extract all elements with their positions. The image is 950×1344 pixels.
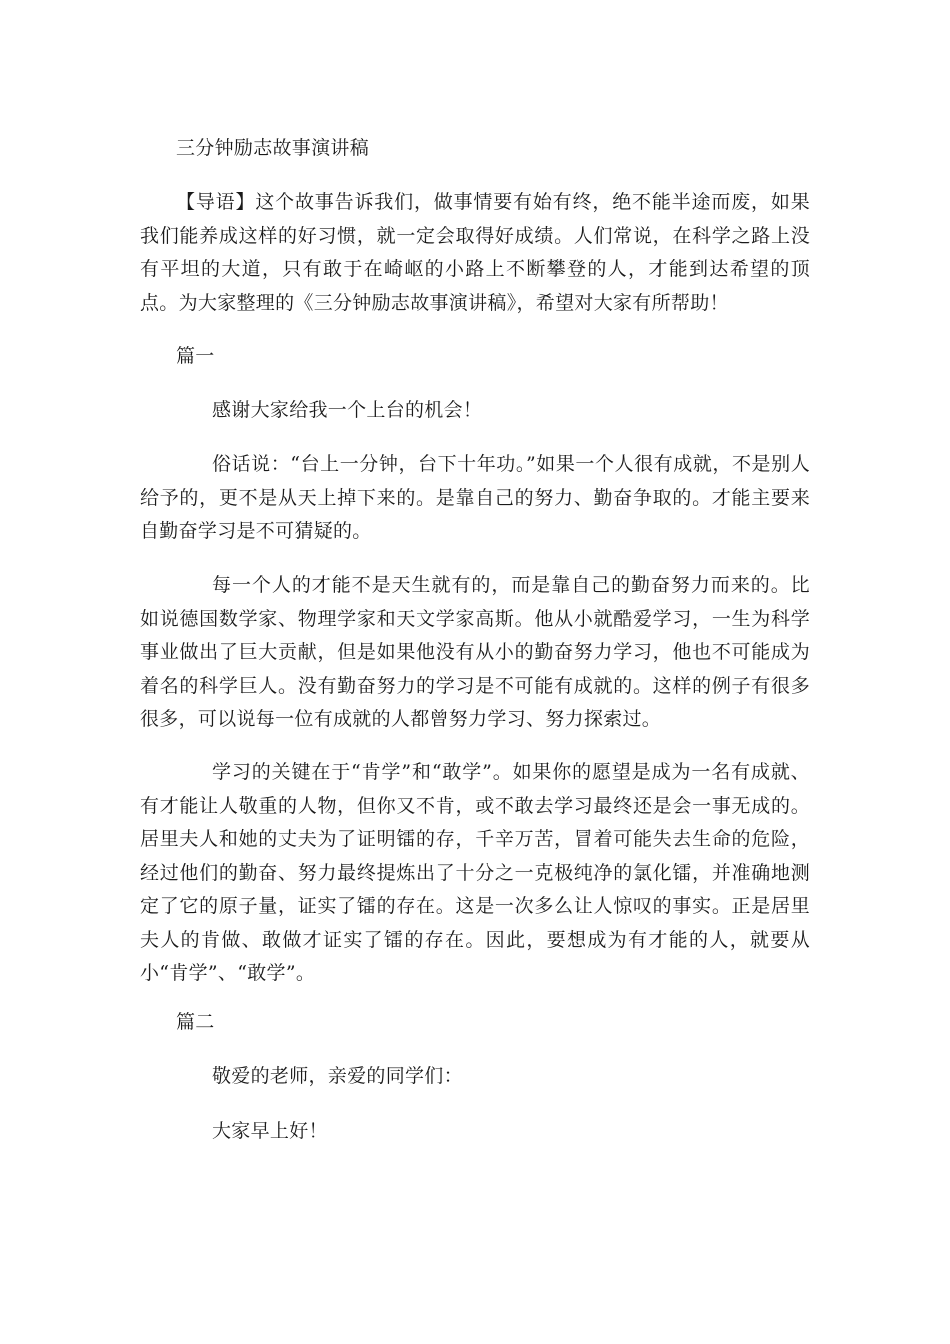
paragraph: 俗话说：“台上一分钟，台下十年功。”如果一个人很有成就，不是别人给予的，更不是从天上掉下来的。是靠自己的努力、勤奋争取的。才能主要来自勤奋学习是不可猜疑的。 (140, 453, 810, 542)
intro-paragraph: 【导语】这个故事告诉我们，做事情要有始有终，绝不能半途而废，如果我们能养成这样的好习惯，就一定会取得好成绩。人们常说，在科学之路上没有平坦的大道，只有敢于在崎岖的小路上不断攀登的人，才能到达希望的顶点。为大家整理的《三分钟励志故事演讲稿》，希望对大家有所帮助！ (140, 191, 810, 314)
paragraph: 敬爱的老师，亲爱的同学们： (212, 1065, 463, 1087)
paragraph: 大家早上好！ (212, 1120, 328, 1142)
document-title: 三分钟励志故事演讲稿 (176, 137, 370, 159)
paragraph: 感谢大家给我一个上台的机会！ (212, 399, 483, 421)
paragraph: 每一个人的才能不是天生就有的，而是靠自己的勤奋努力而来的。比如说德国数学家、物理学家和天文学家高斯。他从小就酷爱学习，一生为科学事业做出了巨大贡献，但是如果他没有从小的勤奋努力学习，他也不可能成为着名的科学巨人。没有勤奋努力的学习是不可能有成就的。这样的例子有很多很多，可以说每一位有成就的人都曾努力学习、努力探索过。 (140, 574, 810, 730)
section-heading-2: 篇二 (176, 1011, 215, 1033)
paragraph: 学习的关键在于“肯学”和“敢学”。如果你的愿望是成为一名有成就、有才能让人敬重的人物，但你又不肯，或不敢去学习最终还是会一事无成的。居里夫人和她的丈夫为了证明镭的存，千辛万苦，冒着可能失去生命的危险，经过他们的勤奋、努力最终提炼出了十分之一克极纯净的氯化镭，并准确地测定了它的原子量，证实了镭的存在。这是一次多么让人惊叹的事实。正是居里夫人的肯做、敢做才证实了镭的存在。因此，要想成为有才能的人，就要从小“肯学”、“敢学”。 (140, 761, 810, 984)
section-heading-1: 篇一 (176, 345, 215, 367)
